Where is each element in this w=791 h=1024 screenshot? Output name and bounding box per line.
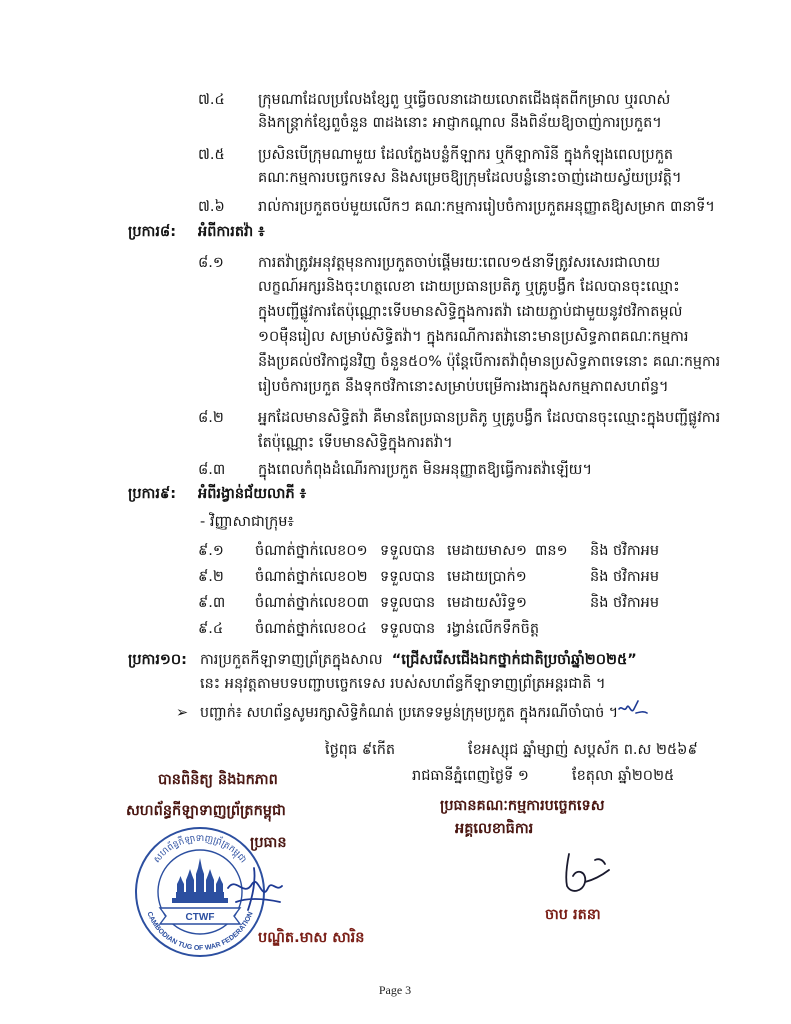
president-signature [222,858,288,920]
prize-text: មេដាយសំរិទ្ធ១ [447,595,528,611]
committee-title [440,795,670,817]
article-10-line-1-content [200,649,637,671]
clause-text: និងកន្ត្រាក់ខ្សែពួចំនួន ៣ដងនោះ អាជ្ញាកណ្តាល នឹងពិន័យឱ្យចាញ់ការប្រកួត។ [258,115,662,131]
clause-number-text: ៨.២ [198,410,224,426]
clause-number-8-2 [198,407,248,429]
article-9-label [128,483,194,505]
prize-row-receive [380,592,438,614]
bonus-text: និង ថវិកាអម [590,543,660,559]
angkor-temple-icon [172,858,228,903]
approval-text: បានពិនិត្យ និងឯកភាព [158,772,278,788]
clause-number-8-1 [198,252,248,274]
prize-row-prize [447,540,529,562]
article-title-text: អំពីរង្វាន់ជ័យលាភី ៖ [198,486,307,502]
secretary-name-text: ចាប រតនា [545,907,601,923]
clause-number-text: ៨.៣ [198,462,226,478]
prize-row-prize [447,618,577,640]
seal-khmer-text: សហព័ន្ធកីឡាទាញព្រ័ត្រកម្ពុជា [152,833,248,866]
article-title-text: អំពីការតវ៉ា ៖ [198,224,265,240]
clause-8-3-line-1 [258,459,720,481]
lunar-day-text: ថ្ងៃពុធ ៩កើត [325,742,396,758]
federation-name [126,800,356,822]
prize-row-receive [380,618,438,640]
clause-7-5-line-2 [258,167,720,189]
clause-text: អ្នកដែលមានសិទ្ធិតវ៉ា គឺមានតែប្រធានប្រតិភូ ឬគ្រូបង្វឹក ដែលបានចុះឈ្មោះក្នុងបញ្ជីផ្លូវការ [258,410,720,426]
article-label-text: ប្រការ១០: [128,652,187,668]
clause-number-7-5 [198,144,248,166]
clause-7-4-line-2 [258,112,720,134]
prize-row-bonus [590,540,685,562]
committee-title-text: ប្រធានគណៈកម្មការបច្ចេកទេស [440,798,605,814]
rank-text: ចំណាត់ថ្នាក់លេខ០៣ [255,595,369,611]
federation-name-text: សហព័ន្ធកីឡាទាញព្រ័ត្រកម្ពុជា [126,803,286,819]
subheading-text: - វិញ្ញាសាជាក្រុម៖ [200,514,294,530]
clause-text: ប្រសិនបើក្រុមណាមួយ ដែលក្លែងបន្លំកីឡាករ ឬកីឡាការិនី ក្នុងកំឡុងពេលប្រកួត [258,147,674,163]
role-text: ប្រធាន [250,835,287,851]
clause-8-2-line-2 [258,432,720,454]
secretary-general-role [455,818,575,840]
prize-row-number [198,592,248,614]
lunar-rest-text: ខែអស្សុជ ឆ្នាំម្សាញ់ សប្តស័ក ព.ស ២៥៦៩ [468,742,698,758]
bonus-text: និង ថវិកាអម [590,569,660,585]
seal-acronym: CTWF [185,912,215,923]
prize-row-number [198,566,248,588]
clause-number-7-6 [198,196,248,218]
article-10-text: ការប្រកួតកីឡាទាញព្រ័ត្រក្នុងសាល [200,652,383,668]
clause-8-1-line-3 [258,301,720,323]
bonus-text: និង ថវិកាអម [590,595,660,611]
clause-number-text: ៧.៥ [198,147,225,163]
article-8-title [198,221,398,243]
prize-row-receive [380,566,438,588]
president-name-text: បណ្ឌិត.មាស សារិន [258,930,365,946]
clause-text: ក្រុមណាដែលប្រលែងខ្សែពួ ឬធ្វើចលនាដោយលោតជើងផុតពីកម្រាល ឬរលាស់ [258,92,671,108]
solar-date-month-year [572,765,717,787]
rank-text: ចំណាត់ថ្នាក់លេខ០១ [255,543,368,559]
secretary-signature [555,846,615,898]
lunar-date-day [325,739,455,761]
clause-number-7-4 [198,89,248,111]
seal-english-text: CAMBODIAN TUG OF WAR FEDERATION [145,910,255,953]
receive-text: ទទួលបាន [380,621,436,637]
prize-row-rank [255,540,370,562]
prize-row-rank [255,592,370,614]
clause-number-text: ៨.១ [198,255,224,271]
article-9-title [198,483,418,505]
prize-row-number [198,618,248,640]
clause-7-4-line-1 [258,89,720,111]
article-8-label [128,221,194,243]
handwritten-check-mark [616,695,650,723]
article-label-text: ប្រការ៨: [128,224,176,240]
clause-text: ក្នុងពេលកំពុងដំណើរការប្រកួត មិនអនុញ្ញាតឱ្យធ្វើការតវ៉ាឡើយ។ [258,462,593,478]
article-10-line-2 [200,673,710,695]
clause-text: ក្នុងបញ្ជីផ្លូវការតែប៉ុណ្ណោះទើបមានសិទ្ធិក្នុងការតវ៉ា ដោយភ្ជាប់ជាមួយនូវថវិកាតម្កល់ [258,304,683,320]
solar-month-text: ខែតុលា ឆ្នាំ២០២៥ [572,768,675,784]
secretary-name [545,904,625,926]
prize-row-receive [380,540,438,562]
prize-text: មេដាយមាស១ [447,543,528,559]
clause-text: រាល់ការប្រកួតចប់មួយលើកៗ គណៈកម្មការរៀបចំការប្រកួតអនុញ្ញាតឱ្យសម្រាក ៣នាទី។ [258,199,715,215]
prize-number-text: ៩.៣ [198,595,226,611]
arrow-bullet-icon: ➢ [176,705,189,721]
lunar-date-rest [468,739,718,761]
prize-row-number [198,540,248,562]
approval-heading [158,769,328,791]
clause-8-1-line-1 [258,252,720,274]
note-line [200,702,618,724]
receive-text: ទទួលបាន [380,543,436,559]
clause-text: នឹងប្រគល់ថវិកាជូនវិញ ចំនួន៥០% ប៉ុន្តែបើការតវ៉ាពុំមានប្រសិទ្ធភាពទេនោះ គណៈកម្មការ [258,354,720,370]
solar-place-text: រាជធានីភ្នំពេញថ្ងៃទី ១ [412,768,529,784]
rank-text: ចំណាត់ថ្នាក់លេខ០២ [255,569,368,585]
clause-text: គណៈកម្មការបច្ចេកទេស និងសម្រេចឱ្យក្រុមដែលបន្លំនោះចាញ់ដោយស្វ័យប្រវត្តិ។ [258,170,682,186]
clause-text: ការតវ៉ាត្រូវអនុវត្តមុនការប្រកួតចាប់ផ្តើមរយៈពេល១៥នាទីត្រូវសរសេរជាលាយ [258,255,661,271]
clause-8-1-line-5 [258,351,720,373]
receive-text: ទទួលបាន [380,595,436,611]
clause-number-8-3 [198,459,248,481]
prize-row-bonus [590,592,685,614]
prize-text: មេដាយប្រាក់១ [447,569,527,585]
clause-text: តែប៉ុណ្ណោះ ទើបមានសិទ្ធិក្នុងការតវ៉ា។ [258,435,453,451]
solar-date-place [412,765,562,787]
clause-number-text: ៧.៤ [198,92,225,108]
clause-8-2-line-1 [258,407,720,429]
clause-8-1-line-6 [258,376,720,398]
prize-row-bonus [590,566,685,588]
prize-row-rank [255,618,370,640]
article-10-text: នេះ អនុវត្តតាមបទបញ្ជាបច្ចេកទេស របស់សហព័ន្ធកីឡាទាញព្រ័ត្រអន្តរជាតិ ។ [200,676,606,692]
clause-8-1-line-2 [258,276,720,298]
clause-8-1-line-4 [258,326,720,348]
clause-text: លក្ខណ៍អក្សរនិងចុះហត្ថលេខា ដោយប្រធានប្រតិភូ ឬគ្រូបង្វឹក ដែលបានចុះឈ្មោះ [258,279,680,295]
page-number: Page 3 [378,983,412,997]
prize-row-prize [447,592,537,614]
article-10-line-1 [200,649,720,671]
prize-text: រង្វាន់លើកទឹកចិត្ត [447,621,540,637]
note-bullet-icon [176,702,196,724]
clause-7-5-line-1 [258,144,720,166]
prize-row-prize [447,566,537,588]
receive-text: ទទួលបាន [380,569,436,585]
rank-text: ចំណាត់ថ្នាក់លេខ០៤ [255,621,367,637]
clause-number-text: ៧.៦ [198,199,225,215]
article-9-subheading [200,511,360,533]
clause-text: ១០ម៉ឺនរៀល សម្រាប់សិទ្ធិតវ៉ា។ ក្នុងករណីការតវ៉ានោះមានប្រសិទ្ធភាពគណៈកម្មការ [258,329,689,345]
prize-row-extra [535,540,575,562]
prize-number-text: ៩.២ [198,569,224,585]
role-text: អគ្គលេខាធិការ [455,821,534,837]
competition-title: “ជ្រើសរើសជើងឯកថ្នាក់ជាតិប្រចាំឆ្នាំ២០២៥” [391,652,637,668]
president-name [258,927,368,949]
prize-number-text: ៩.៤ [198,621,224,637]
article-10-label [128,649,198,671]
article-label-text: ប្រការ៩: [128,486,176,502]
clause-7-6-line-1 [258,196,720,218]
note-text: បញ្ជាក់៖ សហព័ន្ធសូមរក្សាសិទ្ធិកំណត់ ប្រភេទទម្ងន់ក្រុមប្រកួត ក្នុងករណីចាំបាច់ ។ [200,705,618,721]
clause-text: រៀបចំការប្រកួត នឹងទុកថវិកានោះសម្រាប់បម្រើការងារក្នុងសកម្មភាពសហព័ន្ធ។ [258,379,669,395]
extra-text: ៣ន១ [535,543,568,559]
prize-row-rank [255,566,370,588]
prize-number-text: ៩.១ [198,543,224,559]
